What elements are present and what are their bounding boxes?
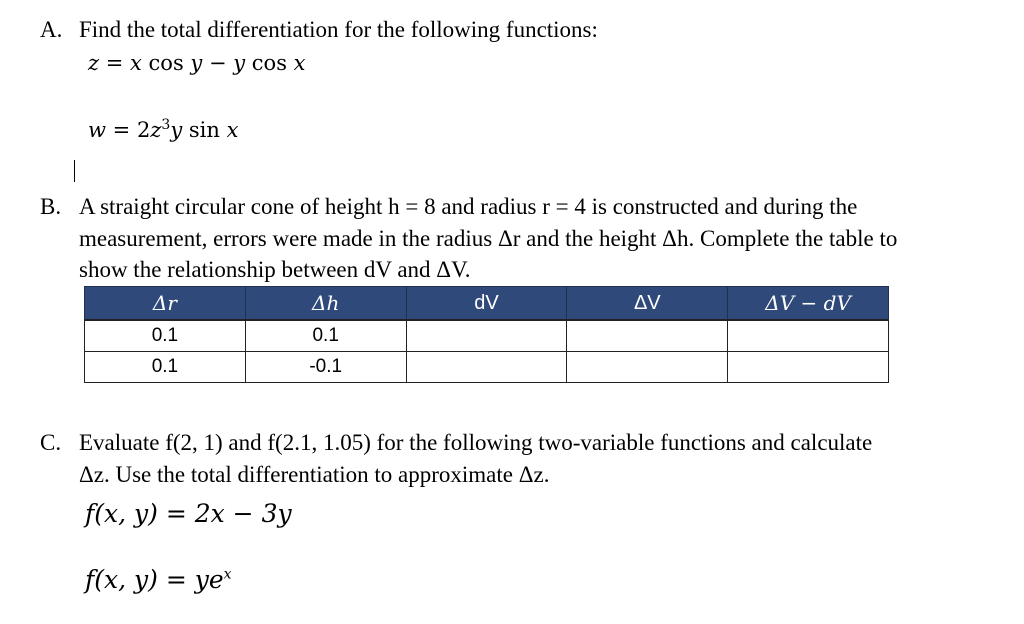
cell-dv: [406, 352, 567, 383]
table-row: [85, 352, 889, 383]
cell-dv: [406, 320, 567, 352]
equation-z: z = x cos y − y cos x: [88, 51, 306, 75]
cell-delta-v: [567, 352, 728, 383]
cell-delta-h: -0.1: [245, 352, 406, 383]
header-delta-h: Δh: [245, 287, 406, 321]
section-c-marker: C.: [40, 430, 62, 455]
equation-f-linear: f(x, y) = 2x − 3y: [85, 499, 292, 528]
equation-f-exponential: f(x, $y) = ye^x$: [85, 565, 232, 594]
header-delta-v-minus-dv: ΔV − dV: [728, 287, 889, 321]
table-row: [85, 320, 889, 352]
section-a-heading: Find the total differentiation for the following functions:: [79, 17, 598, 42]
section-b-marker: B.: [40, 194, 62, 219]
cell-delta-v-minus-dv: [728, 352, 889, 383]
text-cursor: [74, 160, 75, 182]
section-b-line-2: measurement, errors were made in the radius Δr and the height Δh. Complete the table to: [79, 226, 898, 251]
header-delta-r: Δr: [85, 287, 246, 321]
cell-delta-h: 0.1: [245, 320, 406, 352]
cell-delta-r: 0.1: [85, 352, 246, 383]
table-header-row: [85, 287, 889, 321]
section-a-marker: A.: [40, 17, 63, 42]
section-c-line-1: Evaluate f(2, 1) and f(2.1, 1.05) for the following two-variable functions and calculate: [79, 430, 873, 455]
error-table: [84, 286, 889, 383]
header-delta-v: ΔV: [567, 287, 728, 321]
header-dv: dV: [406, 287, 567, 321]
section-b-line-3: show the relationship between dV and ΔV.: [79, 257, 471, 282]
section-c-line-2: Δz. Use the total differentiation to approximate Δz.: [79, 462, 550, 487]
cell-delta-r: 0.1: [85, 320, 246, 352]
cell-delta-v-minus-dv: [728, 320, 889, 352]
equation-w: $w = 2z^3y$ sin x: [88, 117, 239, 142]
section-b-line-1: A straight circular cone of height h = 8 and radius r = 4 is constructed and during the: [79, 194, 858, 219]
cell-delta-v: [567, 320, 728, 352]
